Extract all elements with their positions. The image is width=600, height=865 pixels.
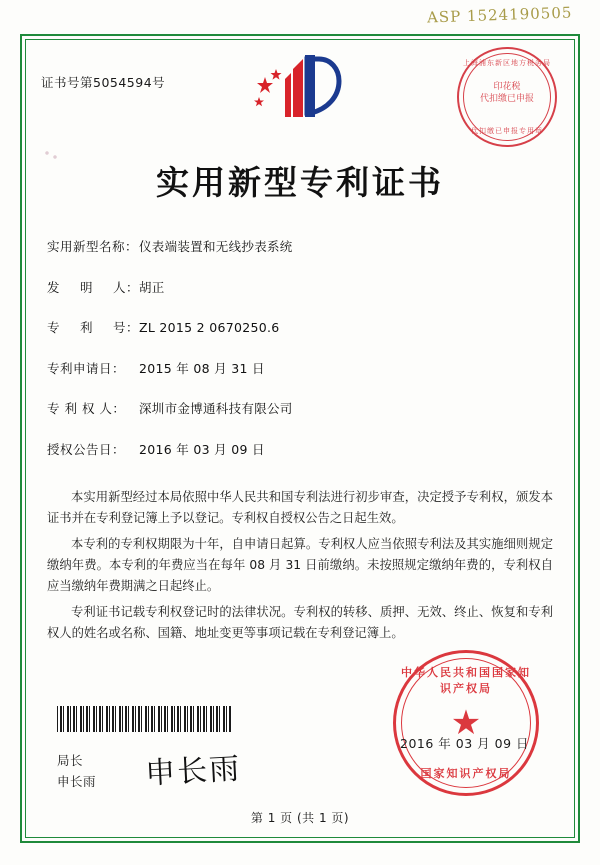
field-label: 授权公告日： [47, 441, 126, 457]
paragraph: 专利证书记载专利权登记时的法律状况。专利权的转移、质押、无效、终止、恢复和专利权人的姓名或名称、国籍、地址变更等事项记载在专利登记簿上。 [47, 605, 553, 640]
field-row-grant-date [47, 440, 553, 458]
official-seal-arc-top: 中华人民共和国国家知识产权局 [401, 666, 531, 695]
field-value: 深圳市金博通科技有限公司 [139, 401, 293, 416]
field-label: 专 利 权 人： [47, 401, 126, 416]
field-value: ZL 2015 2 0670250.6 [139, 320, 280, 335]
handwritten-annotation: ASP 1524190505 [426, 3, 573, 27]
page-title: 实用新型专利证书 [156, 163, 444, 202]
barcode [57, 706, 232, 732]
field-row-application-date [47, 359, 553, 377]
signature-block [57, 750, 96, 792]
director-title: 局长 [57, 753, 84, 768]
certificate-number: 证书号第5054594号 [41, 75, 166, 90]
field-row-patent-number [47, 318, 553, 336]
field-label-part: 明 [79, 279, 93, 295]
field-row-inventor [47, 278, 553, 296]
legal-text [47, 487, 553, 649]
field-value: 胡正 [139, 279, 165, 295]
field-label-part: 利 [79, 320, 93, 335]
certificate-content [33, 47, 567, 830]
sipo-logo-icon [245, 51, 355, 123]
field-value: 2016 年 03 月 09 日 [139, 441, 265, 457]
tax-stamp-arc-top: 上海浦东新区地方税务局 [463, 59, 551, 67]
page-footer: 第 1 页 (共 1 页) [250, 811, 350, 825]
field-list [47, 237, 553, 480]
field-label-part: 人： [112, 279, 139, 295]
seal-date: 2016 年 03 月 09 日 [400, 736, 529, 751]
paragraph: 本实用新型经过本局依照中华人民共和国专利法进行初步审查，决定授予专利权，颁发本证书并在专利登记簿上予以登记。专利权自授权公告之日起生效。 [47, 490, 553, 525]
field-row-utility-model-name [47, 237, 553, 255]
field-label-part: 专 [47, 320, 61, 335]
national-emblem-icon: ★ [450, 703, 482, 743]
tax-stamp-middle-text: 印花税 代扣缴已申报 [479, 82, 534, 104]
field-value: 仪表端装置和无线抄表系统 [139, 239, 293, 254]
field-label-part: 号： [112, 320, 139, 335]
field-label [47, 278, 139, 296]
director-name: 申长雨 [57, 774, 97, 789]
official-seal [393, 650, 539, 796]
field-label: 实用新型名称： [47, 239, 139, 254]
field-row-patentee [47, 399, 553, 417]
tax-stamp-seal [457, 47, 557, 147]
field-label-part: 发 [47, 279, 61, 295]
field-label [47, 318, 139, 336]
paragraph: 本专利的专利权期限为十年，自申请日起算。专利权人应当依照专利法及其实施细则规定缴纳年费。本专利的年费应当在每年 08 月 31 日前缴纳。未按照规定缴纳年费的，专利权自应当缴纳年费期满之日起终止。 [47, 537, 553, 593]
official-seal-arc-bottom: 国家知识产权局 [420, 767, 512, 780]
tax-stamp-arc-bottom: 代扣缴已申报专用章 [471, 127, 543, 135]
handwritten-signature: 申长雨 [144, 751, 243, 792]
field-label: 专利申请日： [47, 360, 126, 376]
field-value: 2015 年 08 月 31 日 [139, 360, 265, 376]
